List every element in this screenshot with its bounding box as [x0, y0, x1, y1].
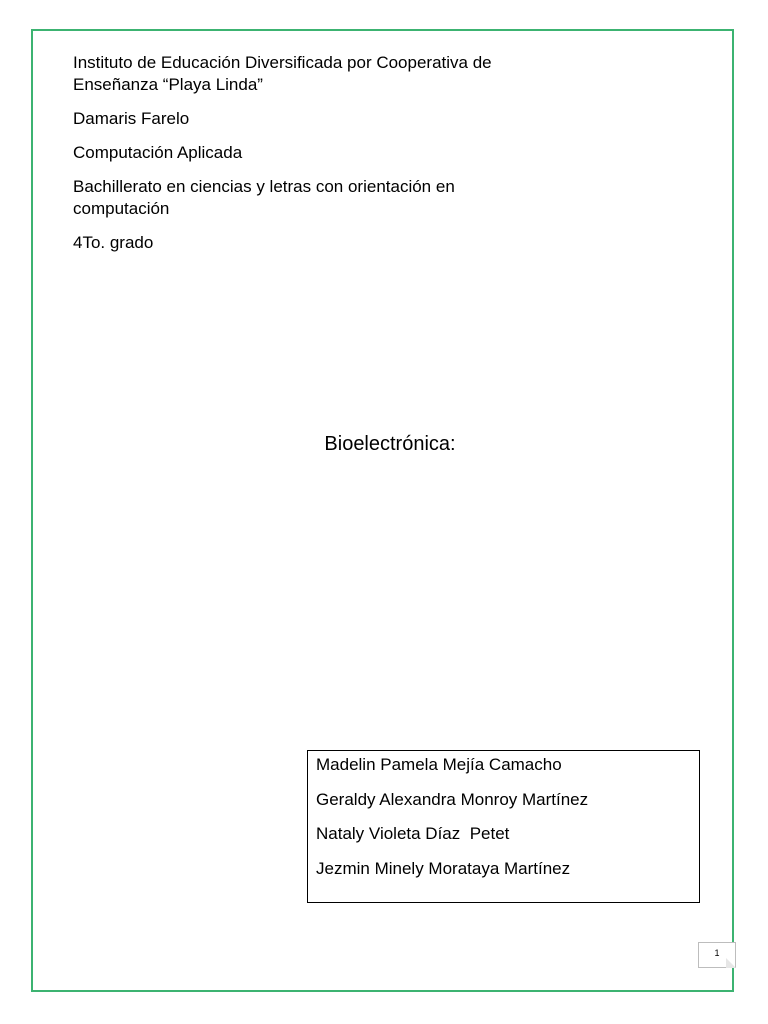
student-name: Madelin Pamela Mejía Camacho [316, 755, 562, 774]
page-number-box [698, 942, 736, 968]
header-block [73, 52, 513, 266]
student-name: Jezmin Minely Morataya Martínez [316, 858, 571, 878]
institution-name: Instituto de Educación Diversificada por Cooperativa de Enseñanza “Playa Linda” [73, 53, 492, 94]
document-title: Bioelectrónica: [324, 433, 456, 455]
students-box [307, 750, 700, 903]
course-name: Computación Aplicada [73, 143, 243, 162]
page-number: 1 [714, 948, 720, 958]
teacher-name: Damaris Farelo [73, 109, 190, 128]
document-title-container [0, 431, 768, 457]
page-fold-icon [726, 958, 736, 968]
grade-label: 4To. grado [73, 233, 154, 252]
student-name: Geraldy Alexandra Monroy Martínez [316, 789, 589, 809]
student-name: Nataly Violeta Díaz Petet [316, 824, 510, 843]
program-name: Bachillerato en ciencias y letras con orientación en computación [73, 177, 455, 218]
